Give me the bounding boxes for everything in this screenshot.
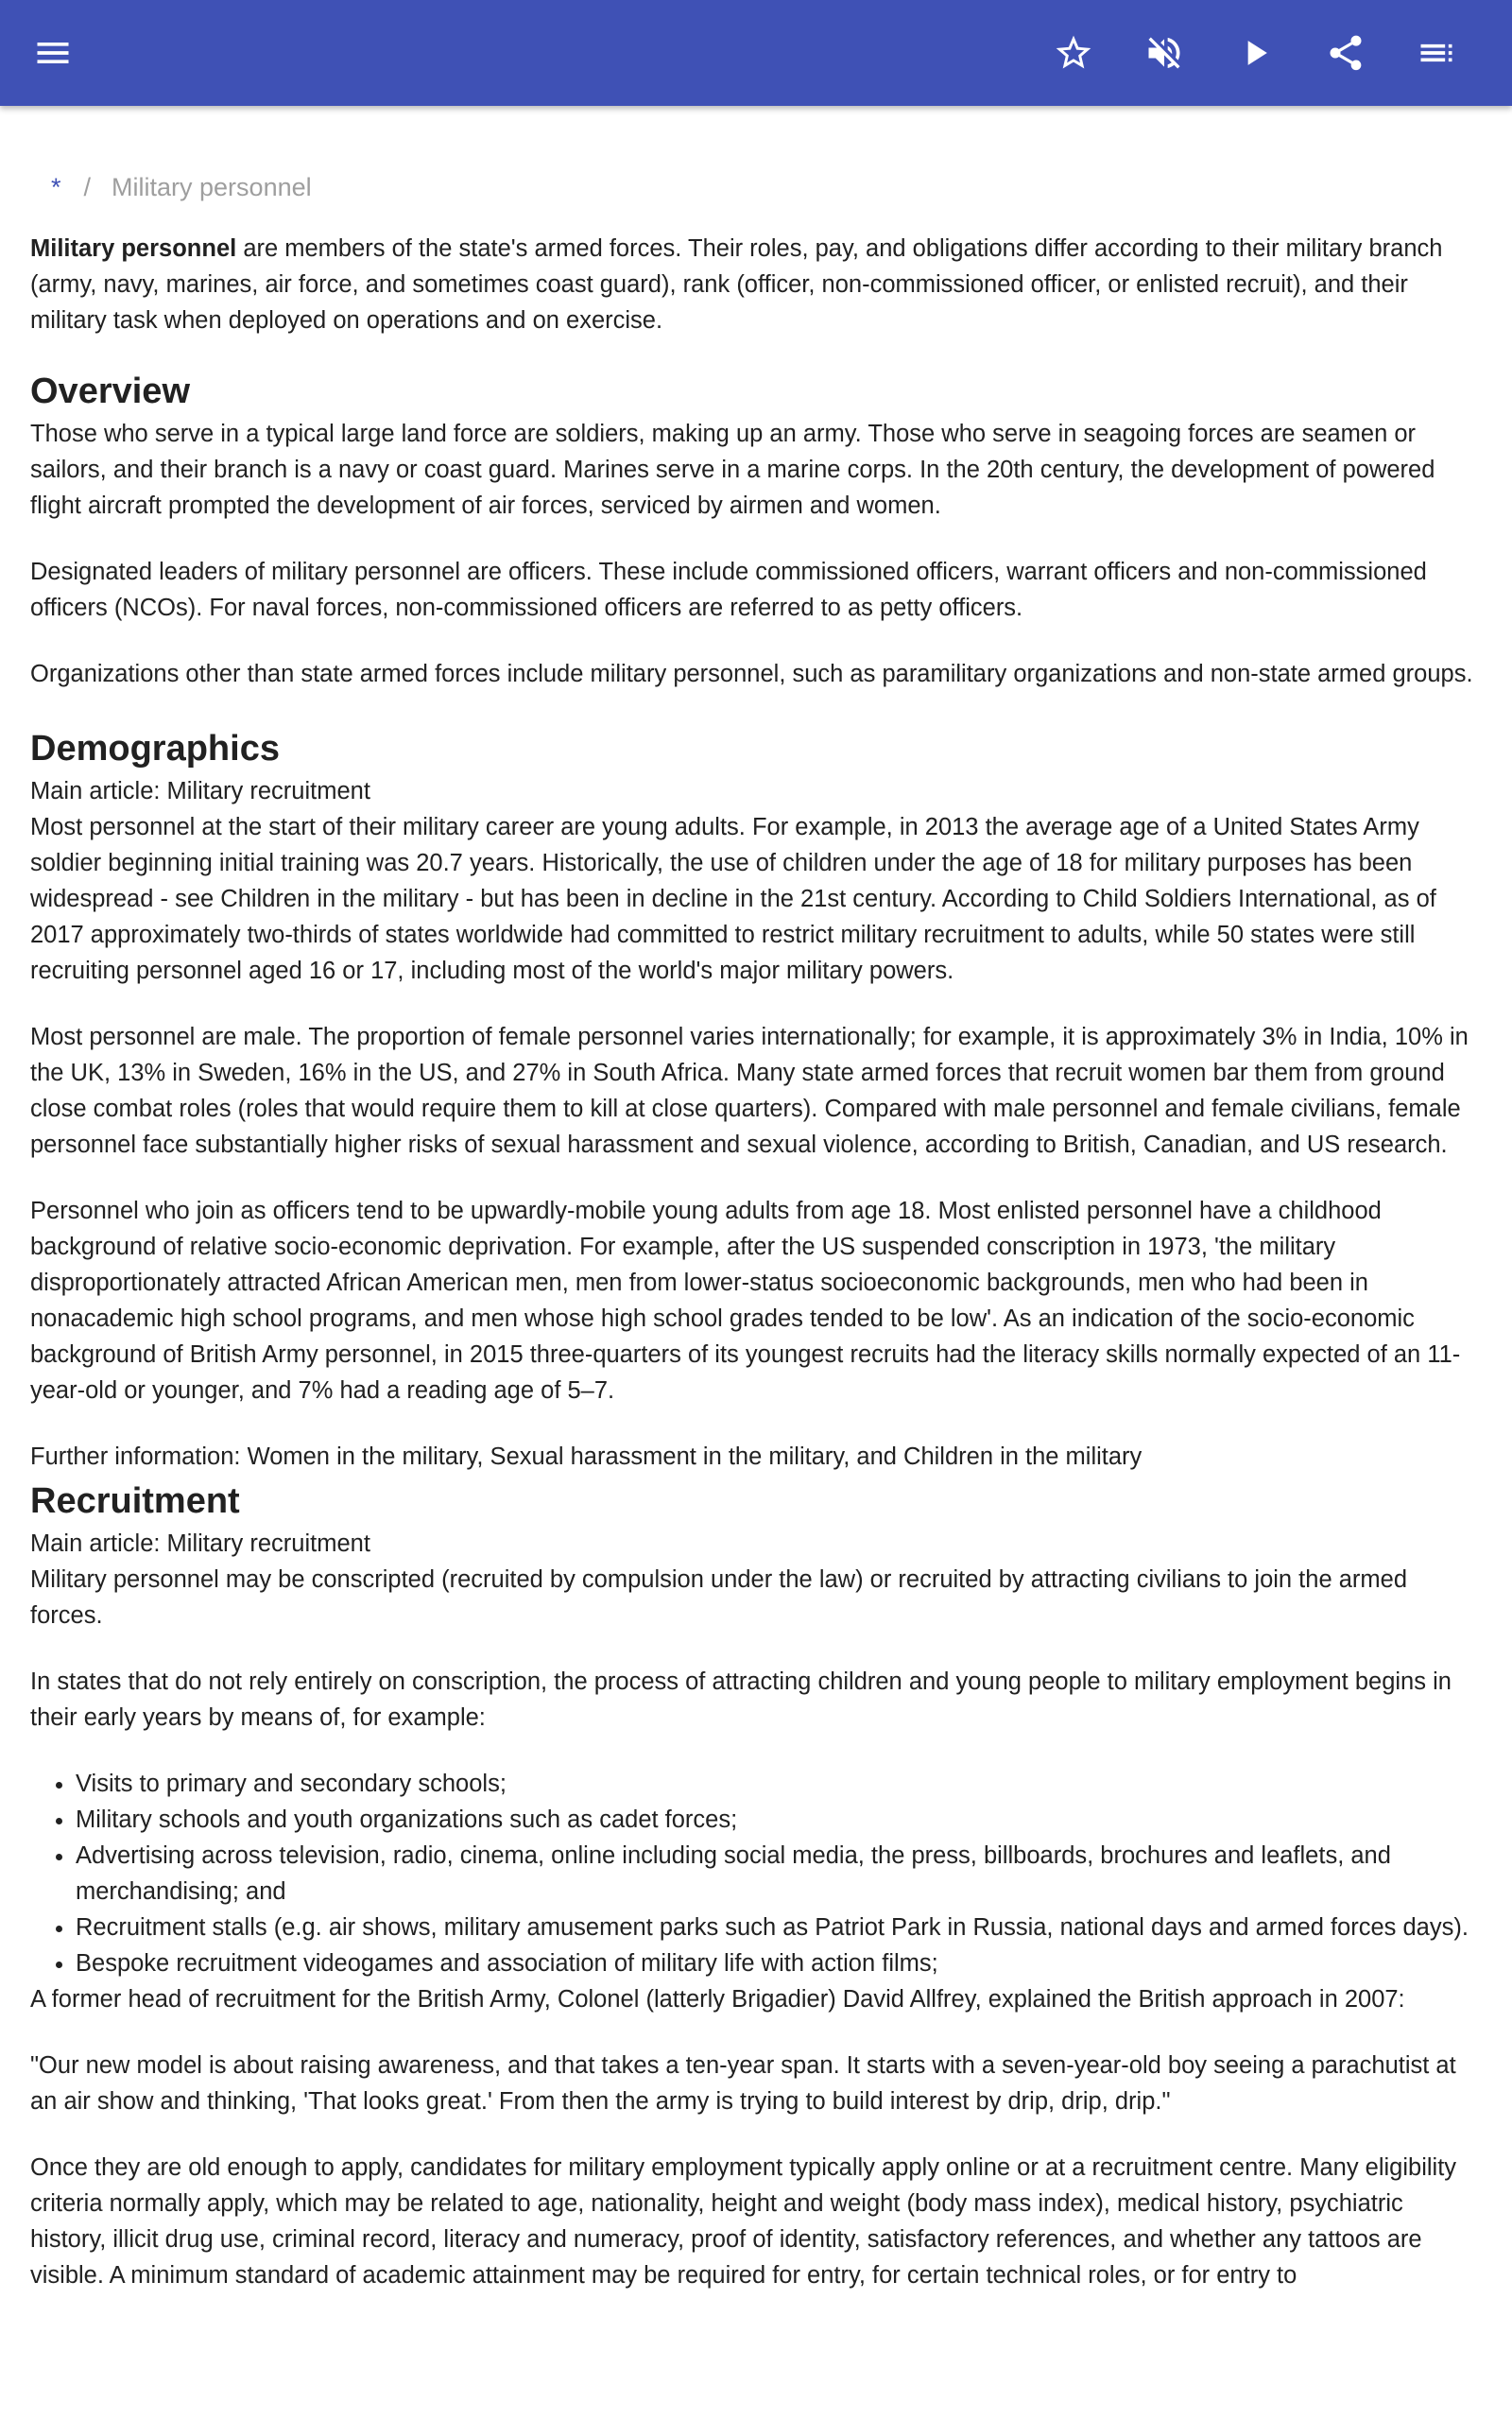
menu-button[interactable]: [26, 26, 79, 79]
list-item: • Visits to primary and secondary schools;: [76, 1766, 1486, 1802]
mute-button[interactable]: [1138, 26, 1191, 79]
breadcrumb-separator: /: [83, 173, 92, 201]
overview-paragraph: Organizations other than state armed forces include military personnel, such as paramilitary organizations and non-state armed groups.: [30, 661, 1473, 687]
further-information[interactable]: Further information: Women in the military, Sexual harassment in the military, and Children in the military: [30, 1443, 1143, 1470]
intro-text: are members of the state's armed forces. Their roles, pay, and obligations differ according to their military branch (army, navy, marines, air force, and sometimes coast guard), rank (officer, non-commissioned officer, or enlisted recruit), and their military task when deployed on operations and on exercise.: [30, 235, 1443, 334]
table-of-contents-button[interactable]: [1410, 26, 1463, 79]
list-item: • Military schools and youth organizations such as cadet forces;: [76, 1802, 1486, 1838]
share-icon: [1325, 32, 1366, 74]
recruitment-paragraph: Once they are old enough to apply, candidates for military employment typically apply online or at a recruitment centre. Many eligibility criteria normally apply, which may be related to age, nationality, height and weight (body mass index), medical history, psychiatric history, illicit drug use, criminal record, literacy and numeracy, proof of identity, satisfactory references, and whether any tattoos are visible. A minimum standard of academic attainment may be required for entry, for certain technical roles, or for entry to: [30, 2154, 1457, 2289]
app-bar: [0, 0, 1512, 106]
main-article-link[interactable]: Main article: Military recruitment: [30, 778, 370, 804]
intro-bold-term: Military personnel: [30, 235, 237, 262]
menu-icon: [32, 32, 74, 74]
overview-paragraph: Those who serve in a typical large land force are soldiers, making up an army. Those who serve in seagoing forces are seamen or sailors, and their branch is a navy or coast guard. Marines serve in a marine corps. In the 20th century, the development of powered flight aircraft prompted the development of air forces, serviced by airmen and women.: [30, 421, 1435, 519]
list-item: • Advertising across television, radio, cinema, online including social media, the press, billboards, brochures and leaflets, and merchandising; and: [76, 1838, 1486, 1910]
demographics-paragraph: Most personnel are male. The proportion of female personnel varies internationally; for example, it is approximately 3% in India, 10% in the UK, 13% in Sweden, 16% in the US, and 27% in South Africa. Many state armed forces that recruit women bar them from ground close combat roles (roles that would require them to kill at close quarters). Compared with male personnel and female civilians, female personnel face substantially higher risks of sexual harassment and sexual violence, according to British, Canadian, and US research.: [30, 1024, 1469, 1158]
list-item: • Bespoke recruitment videogames and association of military life with action films;: [76, 1945, 1486, 1981]
play-button[interactable]: [1228, 26, 1281, 79]
recruitment-paragraph: Military personnel may be conscripted (recruited by compulsion under the law) or recruited by attracting civilians to join the armed forces.: [30, 1566, 1407, 1629]
recruitment-quote: "Our new model is about raising awareness, and that takes a ten-year span. It starts with a seven-year-old boy seeing a parachutist at an air show and thinking, 'That looks great.' From then the army is trying to build interest by drip, drip, drip.": [30, 2052, 1456, 2115]
recruitment-methods-list: [30, 1766, 1486, 1981]
volume-off-icon: [1143, 32, 1185, 74]
list-item: • Recruitment stalls (e.g. air shows, military amusement parks such as Patriot Park in Russia, national days and armed forces days).: [76, 1910, 1486, 1945]
section-heading-recruitment: Recruitment: [30, 1481, 240, 1521]
breadcrumb-home-link[interactable]: *: [51, 173, 61, 201]
article-content: [30, 106, 1486, 2324]
section-heading-overview: Overview: [30, 372, 190, 411]
intro-paragraph: [30, 231, 1486, 338]
main-article-link[interactable]: Main article: Military recruitment: [30, 1530, 370, 1557]
recruitment-paragraph: A former head of recruitment for the British Army, Colonel (latterly Brigadier) David Allfrey, explained the British approach in 2007:: [30, 1986, 1405, 2013]
recruitment-paragraph: In states that do not rely entirely on conscription, the process of attracting children and young people to military employment begins in their early years by means of, for example:: [30, 1668, 1452, 1731]
playlist-icon: [1416, 32, 1457, 74]
section-heading-demographics: Demographics: [30, 729, 280, 769]
demographics-paragraph: Personnel who join as officers tend to be upwardly-mobile young adults from age 18. Most enlisted personnel have a childhood background of relative socio-economic deprivation. For example, after the US suspended conscription in 1973, 'the military disproportionately attracted African American men, men from lower-status socioeconomic backgrounds, men who had been in nonacademic high school programs, and men whose high school grades tended to be low'. As an indication of the socio-economic background of British Army personnel, in 2015 three-quarters of its youngest recruits had the literacy skills normally expected of an 11-year-old or younger, and 7% had a reading age of 5–7.: [30, 1198, 1461, 1404]
play-icon: [1234, 32, 1276, 74]
breadcrumb-current: Military personnel: [112, 173, 312, 201]
share-button[interactable]: [1319, 26, 1372, 79]
breadcrumb: [51, 166, 1486, 208]
star-outline-icon: [1053, 32, 1094, 74]
favorite-button[interactable]: [1047, 26, 1100, 79]
overview-paragraph: Designated leaders of military personnel are officers. These include commissioned officers, warrant officers and non-commissioned officers (NCOs). For naval forces, non-commissioned officers are referred to as petty officers.: [30, 559, 1427, 621]
demographics-paragraph: Most personnel at the start of their military career are young adults. For example, in 2013 the average age of a United States Army soldier beginning initial training was 20.7 years. Historically, the use of children under the age of 18 for military purposes has been widespread - see Children in the military - but has been in decline in the 21st century. According to Child Soldiers International, as of 2017 approximately two-thirds of states worldwide had committed to restrict military recruitment to adults, while 50 states were still recruiting personnel aged 16 or 17, including most of the world's major military powers.: [30, 814, 1436, 984]
